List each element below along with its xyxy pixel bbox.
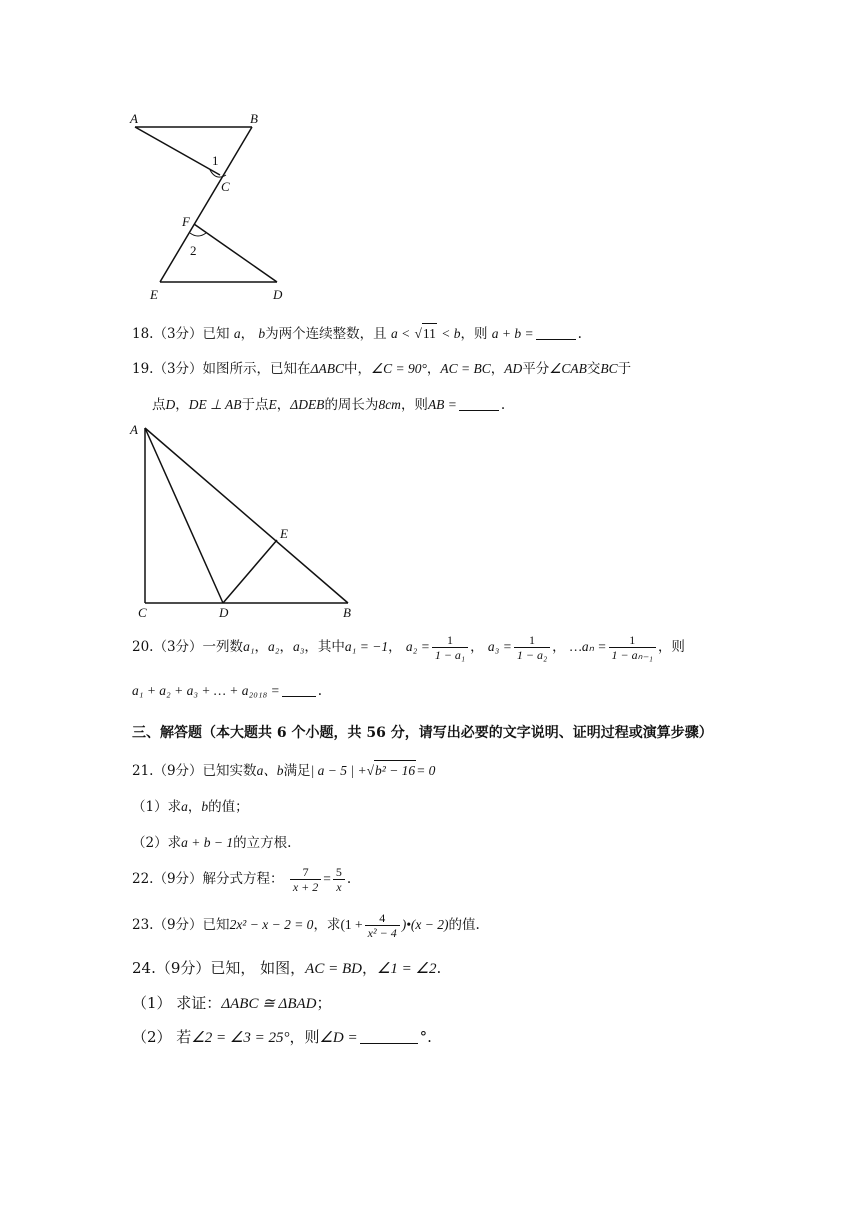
q20-sep2: ， — [279, 639, 293, 655]
q23-condition: 2x² − x − 2 = 0 — [229, 917, 314, 932]
q20-sep3: ， — [388, 639, 402, 655]
q19-text-a: 中， — [343, 361, 371, 377]
q22-den-left: x + 2 — [290, 879, 321, 894]
q24-sep: ， — [361, 959, 377, 977]
q20-frac-an — [609, 633, 656, 662]
q20-then: ，则 — [657, 639, 685, 655]
q18-prefix: 18.（3分）已知 — [132, 326, 230, 342]
question-24-part1 — [132, 993, 332, 1014]
q24-p1-end: ； — [316, 994, 332, 1012]
question-20-line1 — [132, 630, 685, 664]
q24-prefix: 24.（9分）已知， 如图， — [132, 959, 306, 977]
q21-ab: a、b — [256, 763, 284, 778]
q23-num: 4 — [379, 911, 386, 925]
q19-sep-c: ， — [175, 397, 189, 413]
q19-bc: BC — [600, 361, 618, 376]
label-B: B — [343, 605, 351, 620]
q20-frac-a2-den: 1 − a₁ — [432, 647, 468, 662]
q19-triangle-deb: ΔDEB — [290, 397, 325, 412]
q20-an-eq: …aₙ = — [569, 639, 607, 654]
q19-angle-c: ∠C = 90° — [370, 361, 427, 376]
q22-frac-left — [290, 865, 321, 894]
q20-frac-an-num: 1 — [629, 633, 636, 647]
q19-ad: AD — [504, 361, 523, 376]
q21-prefix: 21.（9分）已知实数 — [132, 763, 257, 779]
q21-sqrt: b² − 16 — [374, 760, 416, 781]
q24-p1-prefix: （1） 求证： — [132, 994, 222, 1012]
q24-p2-prefix: （2） 若 — [132, 1028, 192, 1046]
q20-prefix: 20.（3分）一列数 — [132, 639, 244, 655]
q24-cond2: ∠1 = ∠2 — [376, 961, 437, 977]
q22-num-right: 5 — [335, 865, 342, 879]
q20-a1-value: a₁ = −1 — [344, 639, 389, 654]
q18-sqrt: 11 — [422, 323, 437, 344]
q22-den-right: x — [333, 879, 344, 894]
q23-close: )•(x − 2) — [401, 917, 449, 932]
q22-num-left: 7 — [302, 865, 309, 879]
q24-p2-end: °. — [419, 1028, 432, 1046]
q19-sep-a: ， — [426, 361, 441, 377]
q19-ab: AB = — [427, 397, 457, 412]
figure-q19 — [120, 418, 370, 620]
label-F: F — [182, 214, 190, 229]
q20-frac-an-den: 1 − aₙ₋₁ — [609, 647, 656, 662]
question-21-part2 — [132, 833, 291, 853]
q19-e: E — [268, 397, 277, 412]
q18-text: 为两个连续整数，且 — [265, 326, 387, 342]
q24-cond1: AC = BD — [305, 961, 362, 977]
question-19-line2 — [152, 395, 505, 415]
q20-a2-eq: a₂ = — [405, 639, 430, 654]
q20-a1: a₁ — [243, 639, 255, 654]
question-20-line2 — [132, 681, 322, 701]
q21-p1-sep: ， — [187, 799, 202, 815]
q23-den: x² − 4 — [365, 925, 400, 940]
q18-sep1: ， — [240, 326, 255, 342]
q21-abs: | a − 5 | + — [310, 763, 367, 778]
q22-prefix: 22.（9分）解分式方程： — [132, 871, 284, 887]
q19-sep-b: ， — [490, 361, 505, 377]
q18-then: ，则 — [460, 326, 488, 342]
q20-answer-blank[interactable] — [282, 682, 316, 697]
q19-prefix: 19.（3分）如图所示，已知在 — [132, 361, 311, 377]
label-C: C — [221, 179, 230, 194]
label-B: B — [250, 111, 258, 126]
q20-frac-a2-num: 1 — [446, 633, 453, 647]
q19-text-d: 于 — [617, 361, 632, 377]
q20-a3: a₃ — [292, 639, 305, 654]
question-24-part2 — [132, 1027, 432, 1048]
q21-text: 满足 — [283, 763, 311, 779]
q19-d: D — [165, 397, 176, 412]
q20-a2: a₂ — [268, 639, 280, 654]
label-E: E — [150, 287, 158, 302]
q19-triangle-abc: ΔABC — [310, 361, 344, 376]
q20-sep5: ， — [552, 639, 566, 655]
q18-b: b — [258, 326, 266, 341]
q18-a: a — [233, 326, 241, 341]
q18-expr: a + b = — [491, 326, 534, 341]
q19-text-f: 于点 — [241, 397, 269, 413]
q21-p1-b: b — [201, 799, 209, 814]
q24-end: . — [436, 959, 442, 977]
q20-a3-eq: a₃ = — [487, 639, 512, 654]
q19-perimeter: 8cm — [378, 397, 401, 412]
label-A: A — [130, 111, 138, 126]
q19-de-perp-ab: DE ⊥ AB — [188, 397, 242, 412]
q18-end: . — [577, 326, 582, 342]
q18-answer-blank[interactable] — [536, 325, 576, 340]
label-E: E — [280, 526, 288, 541]
q20-sum: a₁ + a₂ + a₃ + … + a₂₀₁₈ = — [132, 683, 280, 698]
q22-frac-right — [333, 865, 345, 894]
q20-frac-a3 — [514, 633, 550, 662]
q18-ineq-right: < b — [441, 326, 461, 341]
q24-answer-blank[interactable] — [360, 1029, 418, 1044]
label-angle-1: 1 — [212, 153, 219, 168]
q20-text: ，其中 — [304, 639, 345, 655]
question-22 — [132, 862, 351, 896]
question-21-part1 — [132, 797, 249, 817]
q24-p2-angle-d: ∠D = — [319, 1030, 358, 1046]
section-3-heading: 三、解答题（本大题共 6 个小题，共 56 分，请写出必要的文字说明、证明过程或演算步骤） — [132, 725, 713, 741]
q22-eq: = — [323, 871, 331, 886]
q20-sep4: ， — [470, 639, 484, 655]
q21-p1-a: a — [181, 799, 188, 814]
q19-end: . — [500, 397, 506, 413]
label-A: A — [130, 422, 138, 437]
q21-p2-prefix: （2）求 — [132, 835, 182, 851]
label-D: D — [219, 605, 229, 620]
q19-text-b: 平分 — [522, 361, 550, 377]
q21-p2-end: 的立方根. — [233, 835, 292, 851]
q20-sep1: ， — [254, 639, 269, 655]
q19-text-g: 的周长为 — [324, 397, 379, 413]
q19-text-e: 点 — [152, 397, 166, 413]
question-24 — [132, 958, 441, 979]
q23-prefix: 23.（9分）已知 — [132, 917, 230, 933]
q23-end: 的值. — [448, 917, 480, 933]
q20-frac-a3-den: 1 − a₂ — [514, 647, 550, 662]
question-19-line1 — [132, 359, 631, 379]
q22-end: . — [346, 871, 352, 887]
q19-text-h: ，则 — [400, 397, 428, 413]
q18-ineq-left: a < — [390, 326, 411, 341]
q20-end: . — [317, 683, 323, 699]
q19-answer-blank[interactable] — [459, 396, 499, 411]
q24-p1-expr: ΔABC ≅ ΔBAD — [221, 996, 317, 1012]
q19-sep-d: ， — [276, 397, 291, 413]
question-23 — [132, 908, 480, 942]
q19-text-c: 交 — [586, 361, 601, 377]
label-angle-2: 2 — [190, 243, 197, 258]
q24-p2-expr: ∠2 = ∠3 = 25° — [191, 1030, 290, 1046]
q21-eq-zero: = 0 — [416, 763, 436, 778]
q20-frac-a3-num: 1 — [528, 633, 535, 647]
q21-p1-prefix: （1）求 — [132, 799, 182, 815]
figure-q17 — [120, 105, 310, 305]
q21-p2-expr: a + b − 1 — [181, 835, 234, 850]
q19-ac-bc: AC = BC — [440, 361, 491, 376]
question-18: 18.（3分）已知 a， b为两个连续整数，且 a < √11 < b，则 a + b = . — [132, 323, 582, 344]
q24-p2-text: ，则 — [289, 1028, 320, 1046]
question-21: 21.（9分）已知实数a、b满足| a − 5 | +√b² − 16= 0 — [132, 760, 435, 781]
q19-angle-cab: ∠CAB — [549, 361, 587, 376]
label-D: D — [273, 287, 283, 302]
label-C: C — [138, 605, 147, 620]
q21-p1-end: 的值； — [208, 799, 249, 815]
q23-open: (1 + — [340, 917, 363, 932]
q23-text: ，求 — [313, 917, 341, 933]
q23-frac — [365, 911, 400, 940]
q20-frac-a2 — [432, 633, 468, 662]
